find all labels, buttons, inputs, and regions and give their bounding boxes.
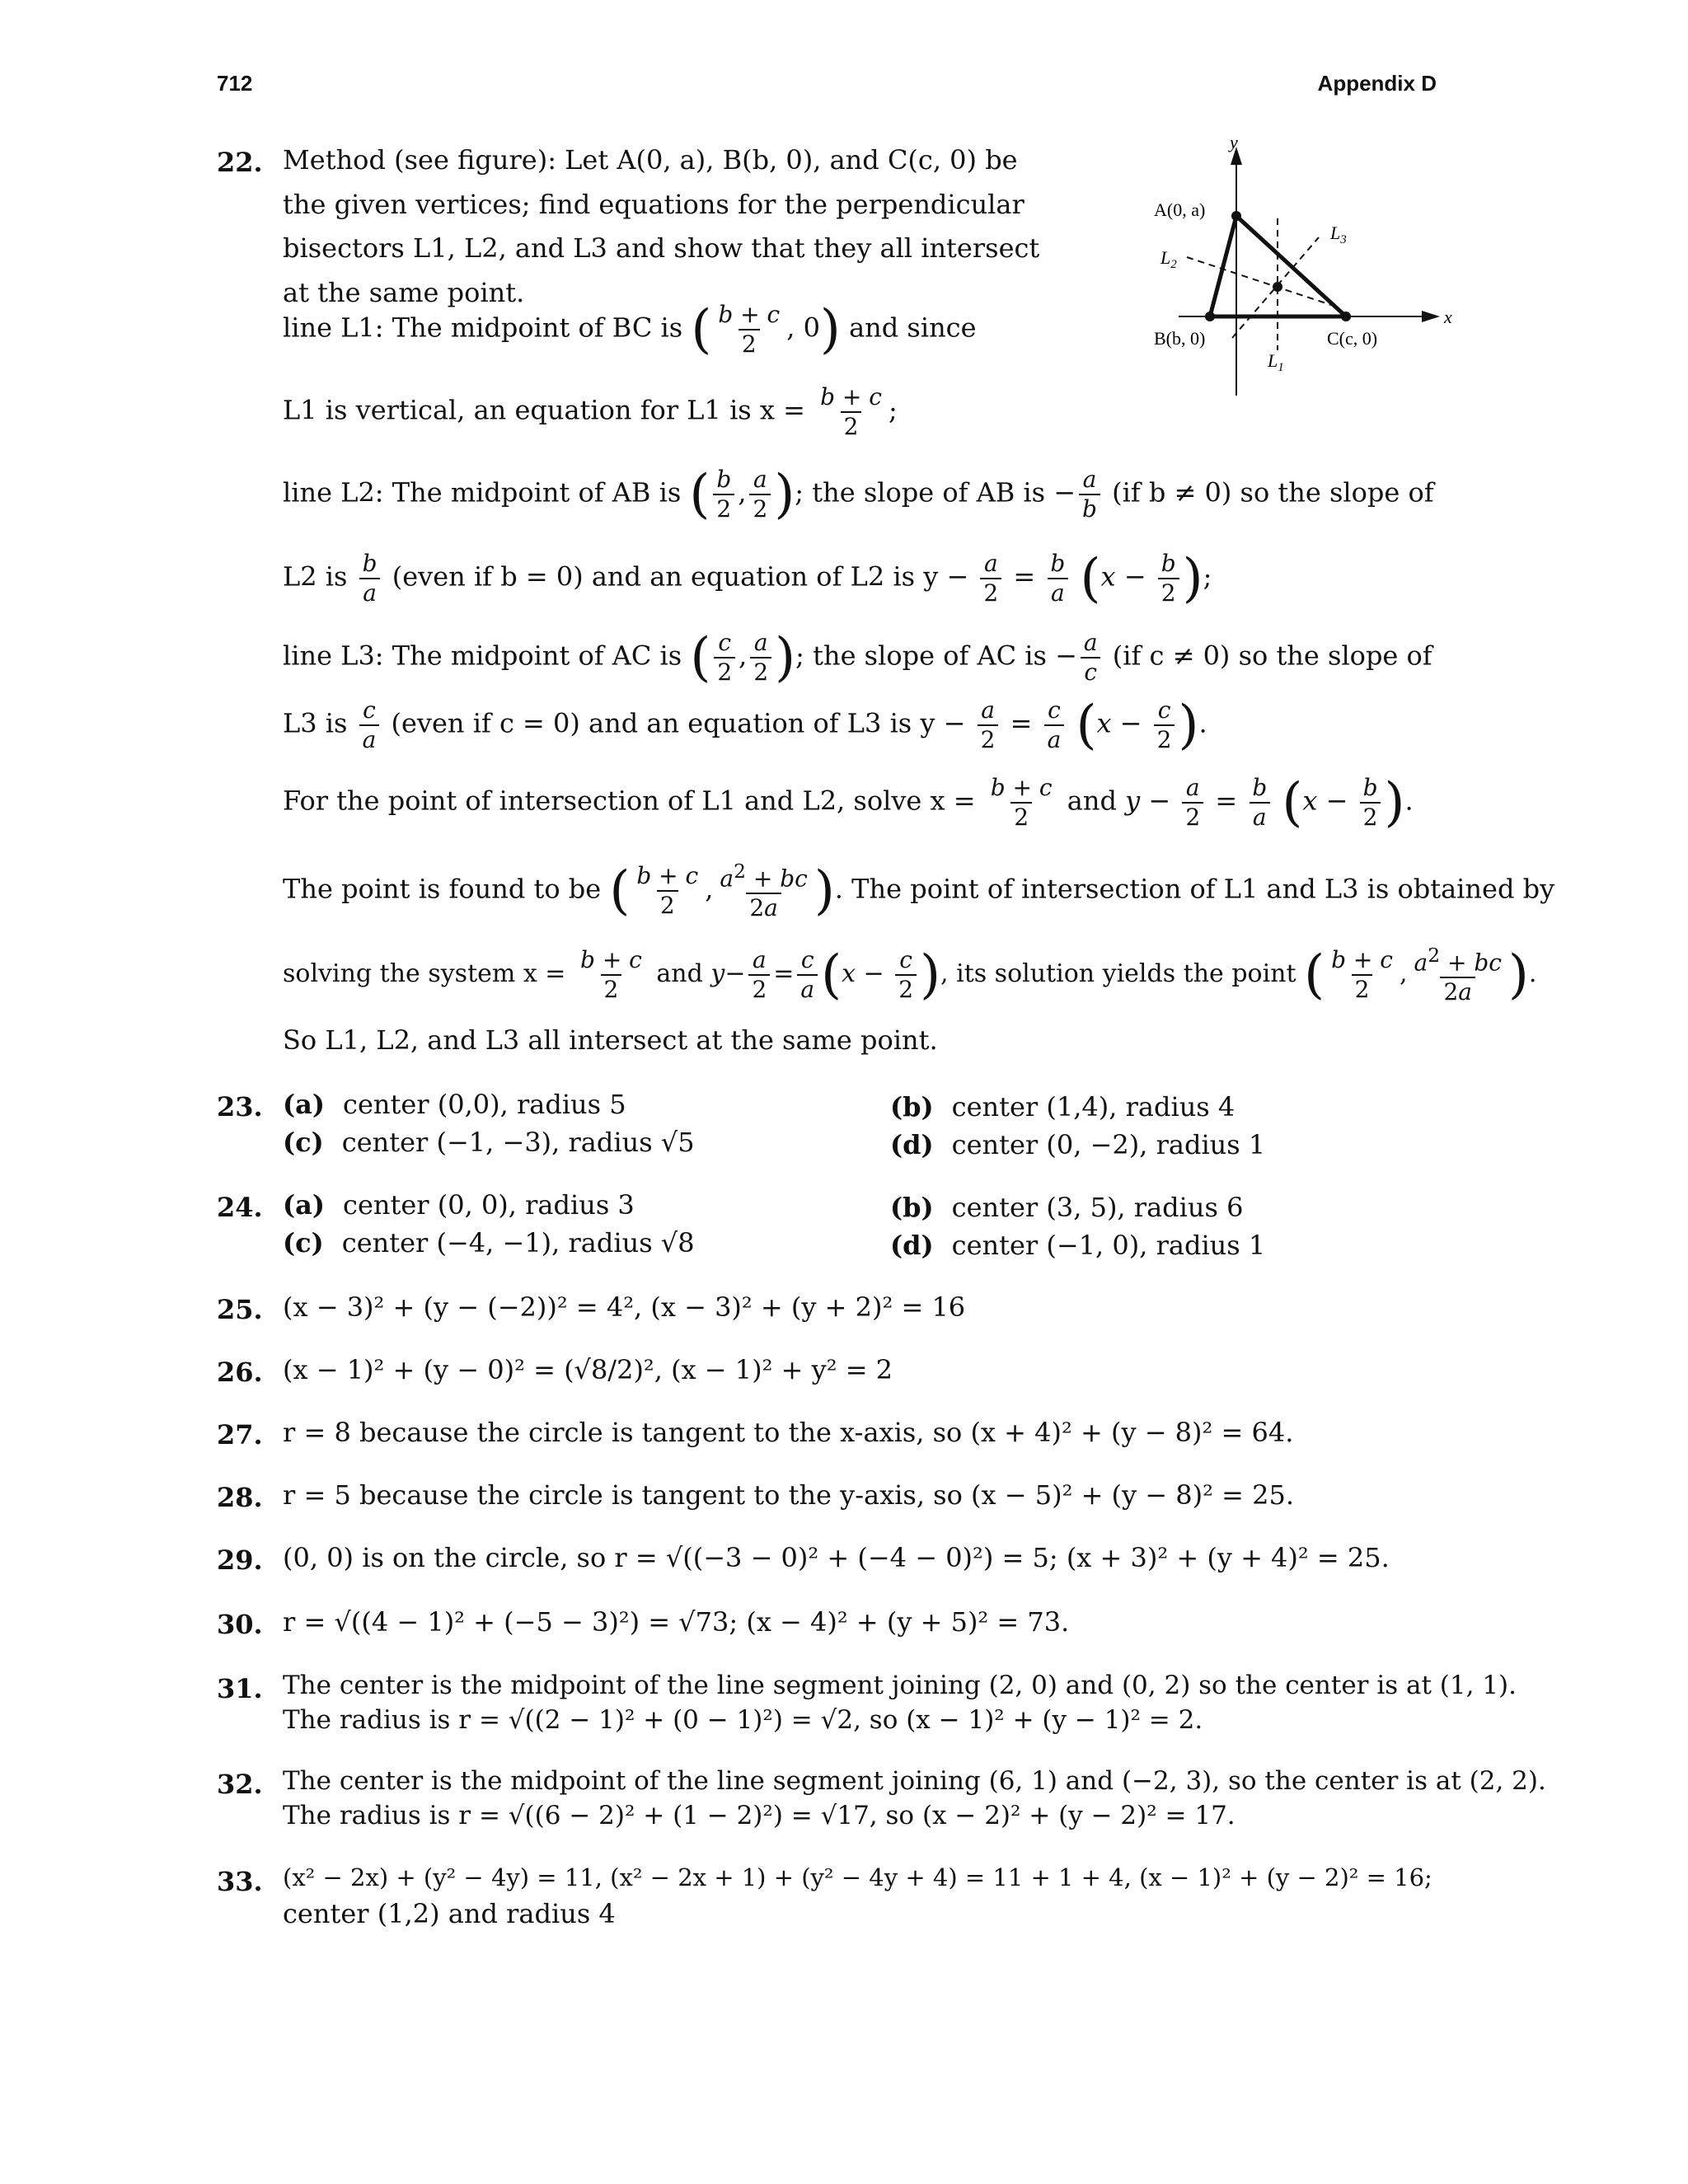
- problem-27-number: 27.: [217, 1419, 263, 1451]
- problem-29-number: 29.: [217, 1544, 263, 1576]
- p22-conclusion: So L1, L2, and L3 all intersect at the same point.: [283, 1024, 938, 1056]
- problem-32-number: 32.: [217, 1769, 263, 1800]
- x-axis-arrow: [1422, 311, 1440, 322]
- p26-text: (x − 1)² + (y − 0)² = (√8/2)², (x − 1)² + y² = 2: [283, 1354, 893, 1385]
- p23-c: (c) center (−1, −3), radius √5: [283, 1127, 695, 1158]
- problem-26-number: 26.: [217, 1357, 263, 1388]
- p32-line-1: The center is the midpoint of the line segment joining (6, 1) and (−2, 3), so the center is at (2, 2).: [283, 1766, 1546, 1796]
- point-c: [1341, 312, 1351, 321]
- p24-a: (a) center (0, 0), radius 3: [283, 1189, 635, 1221]
- p29-text: (0, 0) is on the circle, so r = √((−3 − 0)² + (−4 − 0)²) = 5; (x + 3)² + (y + 4)² = 25.: [283, 1542, 1390, 1573]
- p22-line-1: Method (see figure): Let A(0, a), B(b, 0), and C(c, 0) be: [283, 144, 1018, 176]
- problem-33-number: 33.: [217, 1866, 263, 1897]
- point-b: [1205, 312, 1215, 321]
- label-l2: $L_2$: [1160, 247, 1177, 271]
- p23-a: (a) center (0,0), radius 5: [283, 1089, 626, 1120]
- p22-l3-midpoint-line: line L3: The midpoint of AC is ( $\frac{c}{2}$ , $\frac{a}{2}$ ); the slope of AC is − $\frac{a}{c}$ (if c ≠ 0) so the slope of: [283, 627, 1432, 688]
- problem-30-number: 30.: [217, 1609, 263, 1640]
- p22-l3-equation-line: L3 is $\frac{c}{a}$ (even if c = 0) and an equation of L3 is y − $\frac{a}{2}$ = $\frac{c}{a}$ (x − $\frac{c}{2}$ ).: [283, 695, 1207, 756]
- p22-point-found-line: The point is found to be ( $\frac{b + c}{2}$ , $\frac{a^2 + bc}{2a}$ ). The point of intersection of L1 and L3 is obtained by: [283, 860, 1555, 922]
- p22-line-3: bisectors L1, L2, and L3 and show that they all intersect: [283, 232, 1040, 264]
- p23-b: (b) center (1,4), radius 4: [890, 1091, 1236, 1122]
- problem-25-number: 25.: [217, 1294, 263, 1325]
- p22-l1-vertical-line: L1 is vertical, an equation for L1 is x = $\frac{b + c}{2}$ ;: [283, 383, 898, 440]
- p22-line-4: at the same point.: [283, 277, 525, 308]
- p22-l1-midpoint-line: line L1: The midpoint of BC is ( $\frac{b + c}{2}$ , 0) and since: [283, 299, 977, 360]
- x-axis-label: x: [1444, 307, 1452, 327]
- label-a: A(0, a): [1154, 199, 1206, 220]
- p24-c: (c) center (−4, −1), radius √8: [283, 1227, 695, 1258]
- triangle-figure: [1154, 132, 1459, 396]
- p24-b: (b) center (3, 5), radius 6: [890, 1192, 1244, 1223]
- section-title: Appendix D: [1317, 71, 1437, 96]
- p27-text: r = 8 because the circle is tangent to the x-axis, so (x + 4)² + (y − 8)² = 64.: [283, 1417, 1294, 1448]
- p31-line-1: The center is the midpoint of the line segment joining (2, 0) and (0, 2) so the center is at (1, 1).: [283, 1671, 1517, 1700]
- p23-d: (d) center (0, −2), radius 1: [890, 1129, 1266, 1160]
- problem-24-number: 24.: [217, 1192, 263, 1223]
- p22-line-2: the given vertices; find equations for the perpendicular: [283, 189, 1025, 220]
- p33-line-1: (x² − 2x) + (y² − 4y) = 11, (x² − 2x + 1) + (y² − 4y + 4) = 11 + 1 + 4, (x − 1)² + (y − 2)² = 16;: [283, 1863, 1432, 1891]
- p22-solving-line: solving the system x = $\frac{b + c}{2}$ and y− $\frac{a}{2}$ = $\frac{c}{a}$ (x − $\frac{c}{2}$ ), its solution yields the point ( $\frac{b + c}{2}$ , $\frac{a^2 + bc}{2a}$ ).: [283, 944, 1537, 1006]
- label-b: B(b, 0): [1154, 328, 1206, 349]
- p32-line-2: The radius is r = √((6 − 2)² + (1 − 2)²) = √17, so (x − 2)² + (y − 2)² = 17.: [283, 1801, 1236, 1830]
- problem-31-number: 31.: [217, 1673, 263, 1704]
- page-number: 712: [217, 71, 253, 96]
- label-l1: $L_1$: [1268, 350, 1284, 374]
- p22-l2-equation-line: L2 is $\frac{b}{a}$ (even if b = 0) and an equation of L2 is y − $\frac{a}{2}$ = $\frac{b}{a}$ (x − $\frac{b}{2}$ );: [283, 548, 1212, 609]
- p30-text: r = √((4 − 1)² + (−5 − 3)²) = √73; (x − 4)² + (y + 5)² = 73.: [283, 1606, 1070, 1638]
- point-a: [1231, 211, 1241, 221]
- p22-intersection-line: For the point of intersection of L1 and L2, solve x = $\frac{b + c}{2}$ and y − $\frac{a}{2}$ = $\frac{b}{a}$ (x − $\frac{b}{2}$ ).: [283, 772, 1414, 833]
- p33-line-2: center (1,2) and radius 4: [283, 1898, 616, 1929]
- p22-l2-midpoint-line: line L2: The midpoint of AB is ( $\frac{b}{2}$ , $\frac{a}{2}$ ); the slope of AB is − $\frac{a}{b}$ (if b ≠ 0) so the slope of: [283, 464, 1434, 525]
- label-l3: $L_3$: [1330, 223, 1347, 246]
- problem-23-number: 23.: [217, 1091, 263, 1122]
- problem-22-number: 22.: [217, 147, 263, 178]
- y-axis-label: y: [1230, 132, 1238, 152]
- p28-text: r = 5 because the circle is tangent to the y-axis, so (x − 5)² + (y − 8)² = 25.: [283, 1479, 1294, 1511]
- problem-28-number: 28.: [217, 1482, 263, 1513]
- p31-line-2: The radius is r = √((2 − 1)² + (0 − 1)²) = √2, so (x − 1)² + (y − 1)² = 2.: [283, 1705, 1203, 1735]
- p24-d: (d) center (−1, 0), radius 1: [890, 1230, 1266, 1261]
- label-c: C(c, 0): [1327, 328, 1378, 349]
- p25-text: (x − 3)² + (y − (−2))² = 4², (x − 3)² + (y + 2)² = 16: [283, 1291, 966, 1323]
